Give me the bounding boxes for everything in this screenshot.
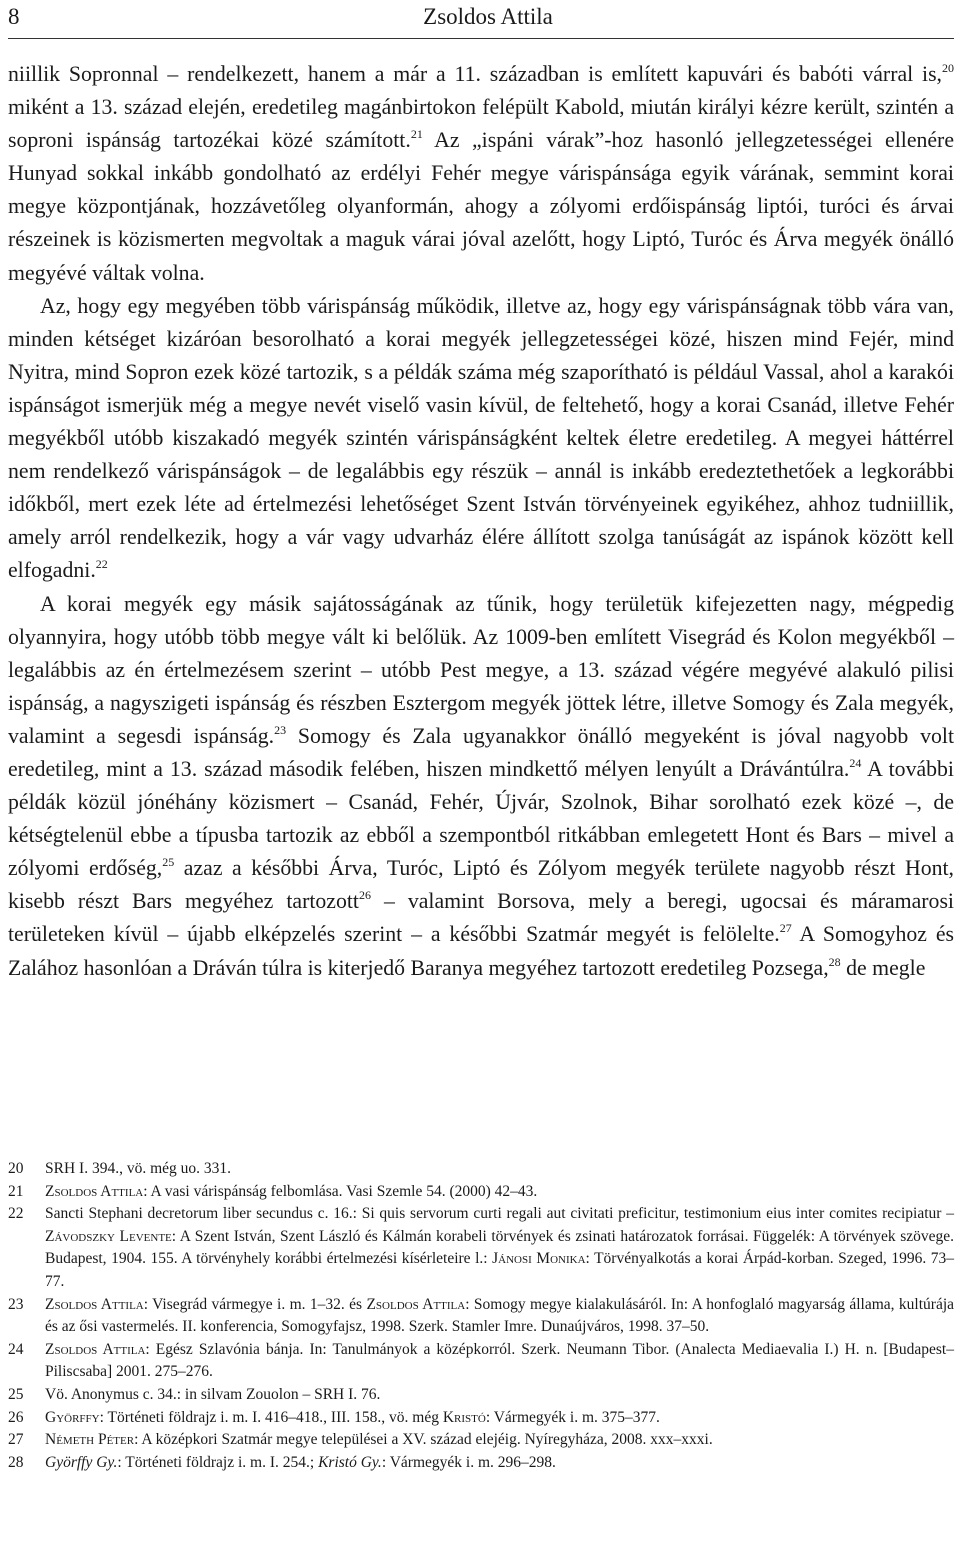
- paragraph-1: [8, 58, 954, 290]
- footnote-text: : Vármegyék i. m. 375–377.: [485, 1408, 660, 1426]
- author-name: Zsoldos Attila: [45, 1295, 144, 1313]
- footnote-ref[interactable]: 24: [849, 755, 862, 770]
- page-number: 8: [8, 4, 20, 29]
- footnote-text: : Törvényalkotás a korai Árpád-korban. Szeged, 1996. 73–77.: [45, 1250, 954, 1290]
- footnote-27: [8, 1429, 954, 1452]
- footnote-text: : Vármegyék i. m. 296–298.: [381, 1453, 556, 1471]
- main-text: [8, 58, 954, 985]
- footnote-22: [8, 1203, 954, 1293]
- text-run: Somogy és Zala ugyanakkor önálló megyeként is jóval nagyobb volt eredetileg, mint a 13. század második felében, hiszen mindkettő mélyen lenyúlt a Drávántúlra.: [8, 723, 954, 781]
- footnote-number: 20: [8, 1160, 24, 1177]
- text-run: de megle: [840, 955, 926, 980]
- text-run: Az „ispáni várak”-hoz hasonló jellegzetességei ellenére Hunyad sokkal inkább gondolható az erdélyi Fehér megye várispánsága egyik várának, semmint korai megye központjának, hozzávetőleg olyanformán, ahogy a zólyomi erdőispánság liptói, turóci és árvai részeinek is közismerten megvoltak a maguk várai jóval azelőtt, hogy Liptó, Turóc és Árva megyék önálló megyévé váltak volna.: [8, 128, 954, 285]
- footnote-text: : Egész Szlavónia bánja. In: Tanulmányok a középkorról. Szerk. Neumann Tibor. (Analecta Mediaevalia I.) H. n. [Budapest–Piliscsaba] 2001. 275–276.: [45, 1340, 954, 1381]
- text-run: miként a 13. század elején, eredetileg magánbirtokon felépült Kabold, miután királyi kézre került, szintén a soproni ispánság tartozékai közé számított.: [8, 95, 954, 153]
- running-head: [8, 2, 952, 36]
- footnote-text: : Történeti földrajz i. m. I. 254.;: [117, 1453, 319, 1471]
- author-name: Györffy: [45, 1408, 100, 1426]
- text-run: niillik Sopronnal – rendelkezett, hanem a már a 11. században is említett kapuvári és babóti várral is,: [8, 62, 942, 86]
- footnote-ref[interactable]: 22: [95, 557, 108, 572]
- footnote-ref[interactable]: 26: [358, 888, 371, 903]
- author-name: Zsoldos Attila: [45, 1340, 146, 1358]
- text-run: A további példák közül jónéhány közismert – Csanád, Fehér, Újvár, Szolnok, Bihar sorolható ezek közé –, de kétségtelenül ebbe a típusba tartozik az ebből a szempontból ritkábban emlegetett Hont és Bars – mivel a zólyomi erdőség,: [8, 756, 954, 881]
- header-rule: [8, 38, 954, 39]
- footnote-text: : Történeti földrajz i. m. I. 416–418., III. 158., vö. még: [99, 1408, 443, 1426]
- author-name: Jánosi Monika: [492, 1250, 586, 1268]
- footnote-24: [8, 1339, 954, 1384]
- footnote-text: : Somogy megye kialakulásáról. In: A honfoglaló magyarság állama, kultúrája és az ősi vastermelés. II. konferencia, Somogyfajsz, 1998. Szerk. Stamler Imre. Dunaújváros, 1998. 37–50.: [45, 1295, 955, 1336]
- footnote-number: 21: [8, 1182, 24, 1200]
- footnote-text: : Visegrád vármegye i. m. 1–32. és: [143, 1295, 367, 1313]
- footnote-21: [8, 1181, 954, 1204]
- running-title: Zsoldos Attila: [423, 4, 553, 29]
- paragraph-3: [8, 588, 954, 985]
- footnote-number: 23: [8, 1295, 24, 1313]
- footnote-ref[interactable]: 21: [410, 127, 423, 142]
- footnote-20: [8, 1158, 954, 1181]
- footnote-text: SRH I. 394., vö. még uo. 331.: [45, 1160, 231, 1177]
- author-name: Németh Péter: [45, 1431, 135, 1449]
- author-name: Kristó Gy.: [318, 1453, 382, 1471]
- text-run: A korai megyék egy másik sajátosságának az tűnik, hogy területük kifejezetten nagy, mégpedig olyannyira, hogy utóbb több megye vált ki belőlük. Az 1009-ben említett Visegrád és Kolon megyékből – legalábbis az én értelmezésem szerint – utóbb Pest megye, a 13. század végére megyévé alakuló pilisi ispánság, a nagyszigeti ispánság és részben Esztergom megyék jöttek létre, illetve Somogy és Zala megyék, valamint a segesdi ispánság.: [8, 591, 954, 748]
- footnote-number: 27: [8, 1431, 24, 1449]
- footnote-number: 28: [8, 1453, 24, 1471]
- footnote-ref[interactable]: 27: [779, 921, 792, 936]
- author-name: Zsoldos Attila: [366, 1295, 466, 1313]
- text-run: Az, hogy egy megyében több várispánság működik, illetve az, hogy egy várispánságnak több vára van, minden kétséget kizáróan besorolható a korai megyék jellegzetességei közé, hiszen mind Fejér, mind Nyitra, mind Sopron ezek közé tartozik, s a példák száma még szaporítható is például Vassal, ahol a karakói ispánságot ismerjük még a megye nevét viselő vasin kívül, de feltehető, hogy a korai Csanád, illetve Fehér megyékből utóbb kiszakadó megyék szintén várispánságként keltek életre eredetileg. A megyei háttérrel nem rendelkező várispánságok – de legalábbis egy részük – annál is inkább eredeztethetőek a legkorábbi időkből, mert ezek léte ad értelmezési lehetőséget Szent István törvényeinek egyikéhez, ahhoz tudniillik, amely arról rendelkezik, hogy a vár vagy udvarház élére állított szolga tanúságát az ispánok között kell elfogadni.: [8, 293, 954, 583]
- author-name: Závodszky Levente: [45, 1227, 172, 1245]
- author-name: Kristó: [442, 1408, 486, 1426]
- footnote-ref[interactable]: 20: [942, 61, 954, 75]
- text-run: A Somogyhoz és Zalához hasonlóan a Dráván túlra is kiterjedő Baranya megyéhez tartozott eredetileg Pozsega,: [8, 922, 955, 980]
- footnotes: [8, 1158, 954, 1474]
- paragraph-2: [8, 290, 954, 588]
- footnote-text: : A vasi várispánság felbomlása. Vasi Szemle 54. (2000) 42–43.: [143, 1182, 538, 1200]
- footnote-ref[interactable]: 23: [274, 722, 287, 737]
- footnote-23: [8, 1294, 954, 1339]
- footnote-28: [8, 1452, 954, 1475]
- footnote-text: Vö. Anonymus c. 34.: in silvam Zouolon – SRH I. 76.: [45, 1385, 381, 1403]
- footnote-text: : A középkori Szatmár megye települései a XV. század elejéig. Nyíregyháza, 2008. xxx–xxxi.: [134, 1431, 713, 1449]
- footnote-number: 26: [8, 1408, 24, 1426]
- footnote-number: 24: [8, 1340, 24, 1358]
- author-name: Györffy Gy.: [45, 1453, 118, 1471]
- text-run: – valamint Borsova, mely a beregi, ugocsai és máramarosi területeken kívül – újabb elképzelés szerint – a későbbi Szatmár megyét is felölelte.: [8, 889, 954, 947]
- footnote-26: [8, 1407, 954, 1430]
- footnote-number: 22: [8, 1205, 24, 1223]
- text-run: azaz a későbbi Árva, Turóc, Liptó és Zólyom megyék területe nagyobb részt Hont, kisebb részt Bars megyéhez tartozott: [8, 856, 955, 914]
- footnote-number: 25: [8, 1385, 24, 1403]
- footnote-25: [8, 1384, 954, 1407]
- footnote-ref[interactable]: 28: [828, 954, 841, 969]
- footnote-text: Sancti Stephani decretorum liber secundus c. 16.: Si quis servorum curti regali aut civitati preficitur, testimonium eius inter comites recipiatur –: [45, 1205, 954, 1223]
- footnote-ref[interactable]: 25: [162, 855, 175, 870]
- footnote-text: : A Szent István, Szent László és Kálmán korabeli törvények és zsinati határozatok forrásai. Függelék: A törvények szövege. Budapest, 1904. 155. A törvényhely korábbi értelmezési kísérleteire l.:: [45, 1227, 955, 1268]
- author-name: Zsoldos Attila: [45, 1182, 144, 1200]
